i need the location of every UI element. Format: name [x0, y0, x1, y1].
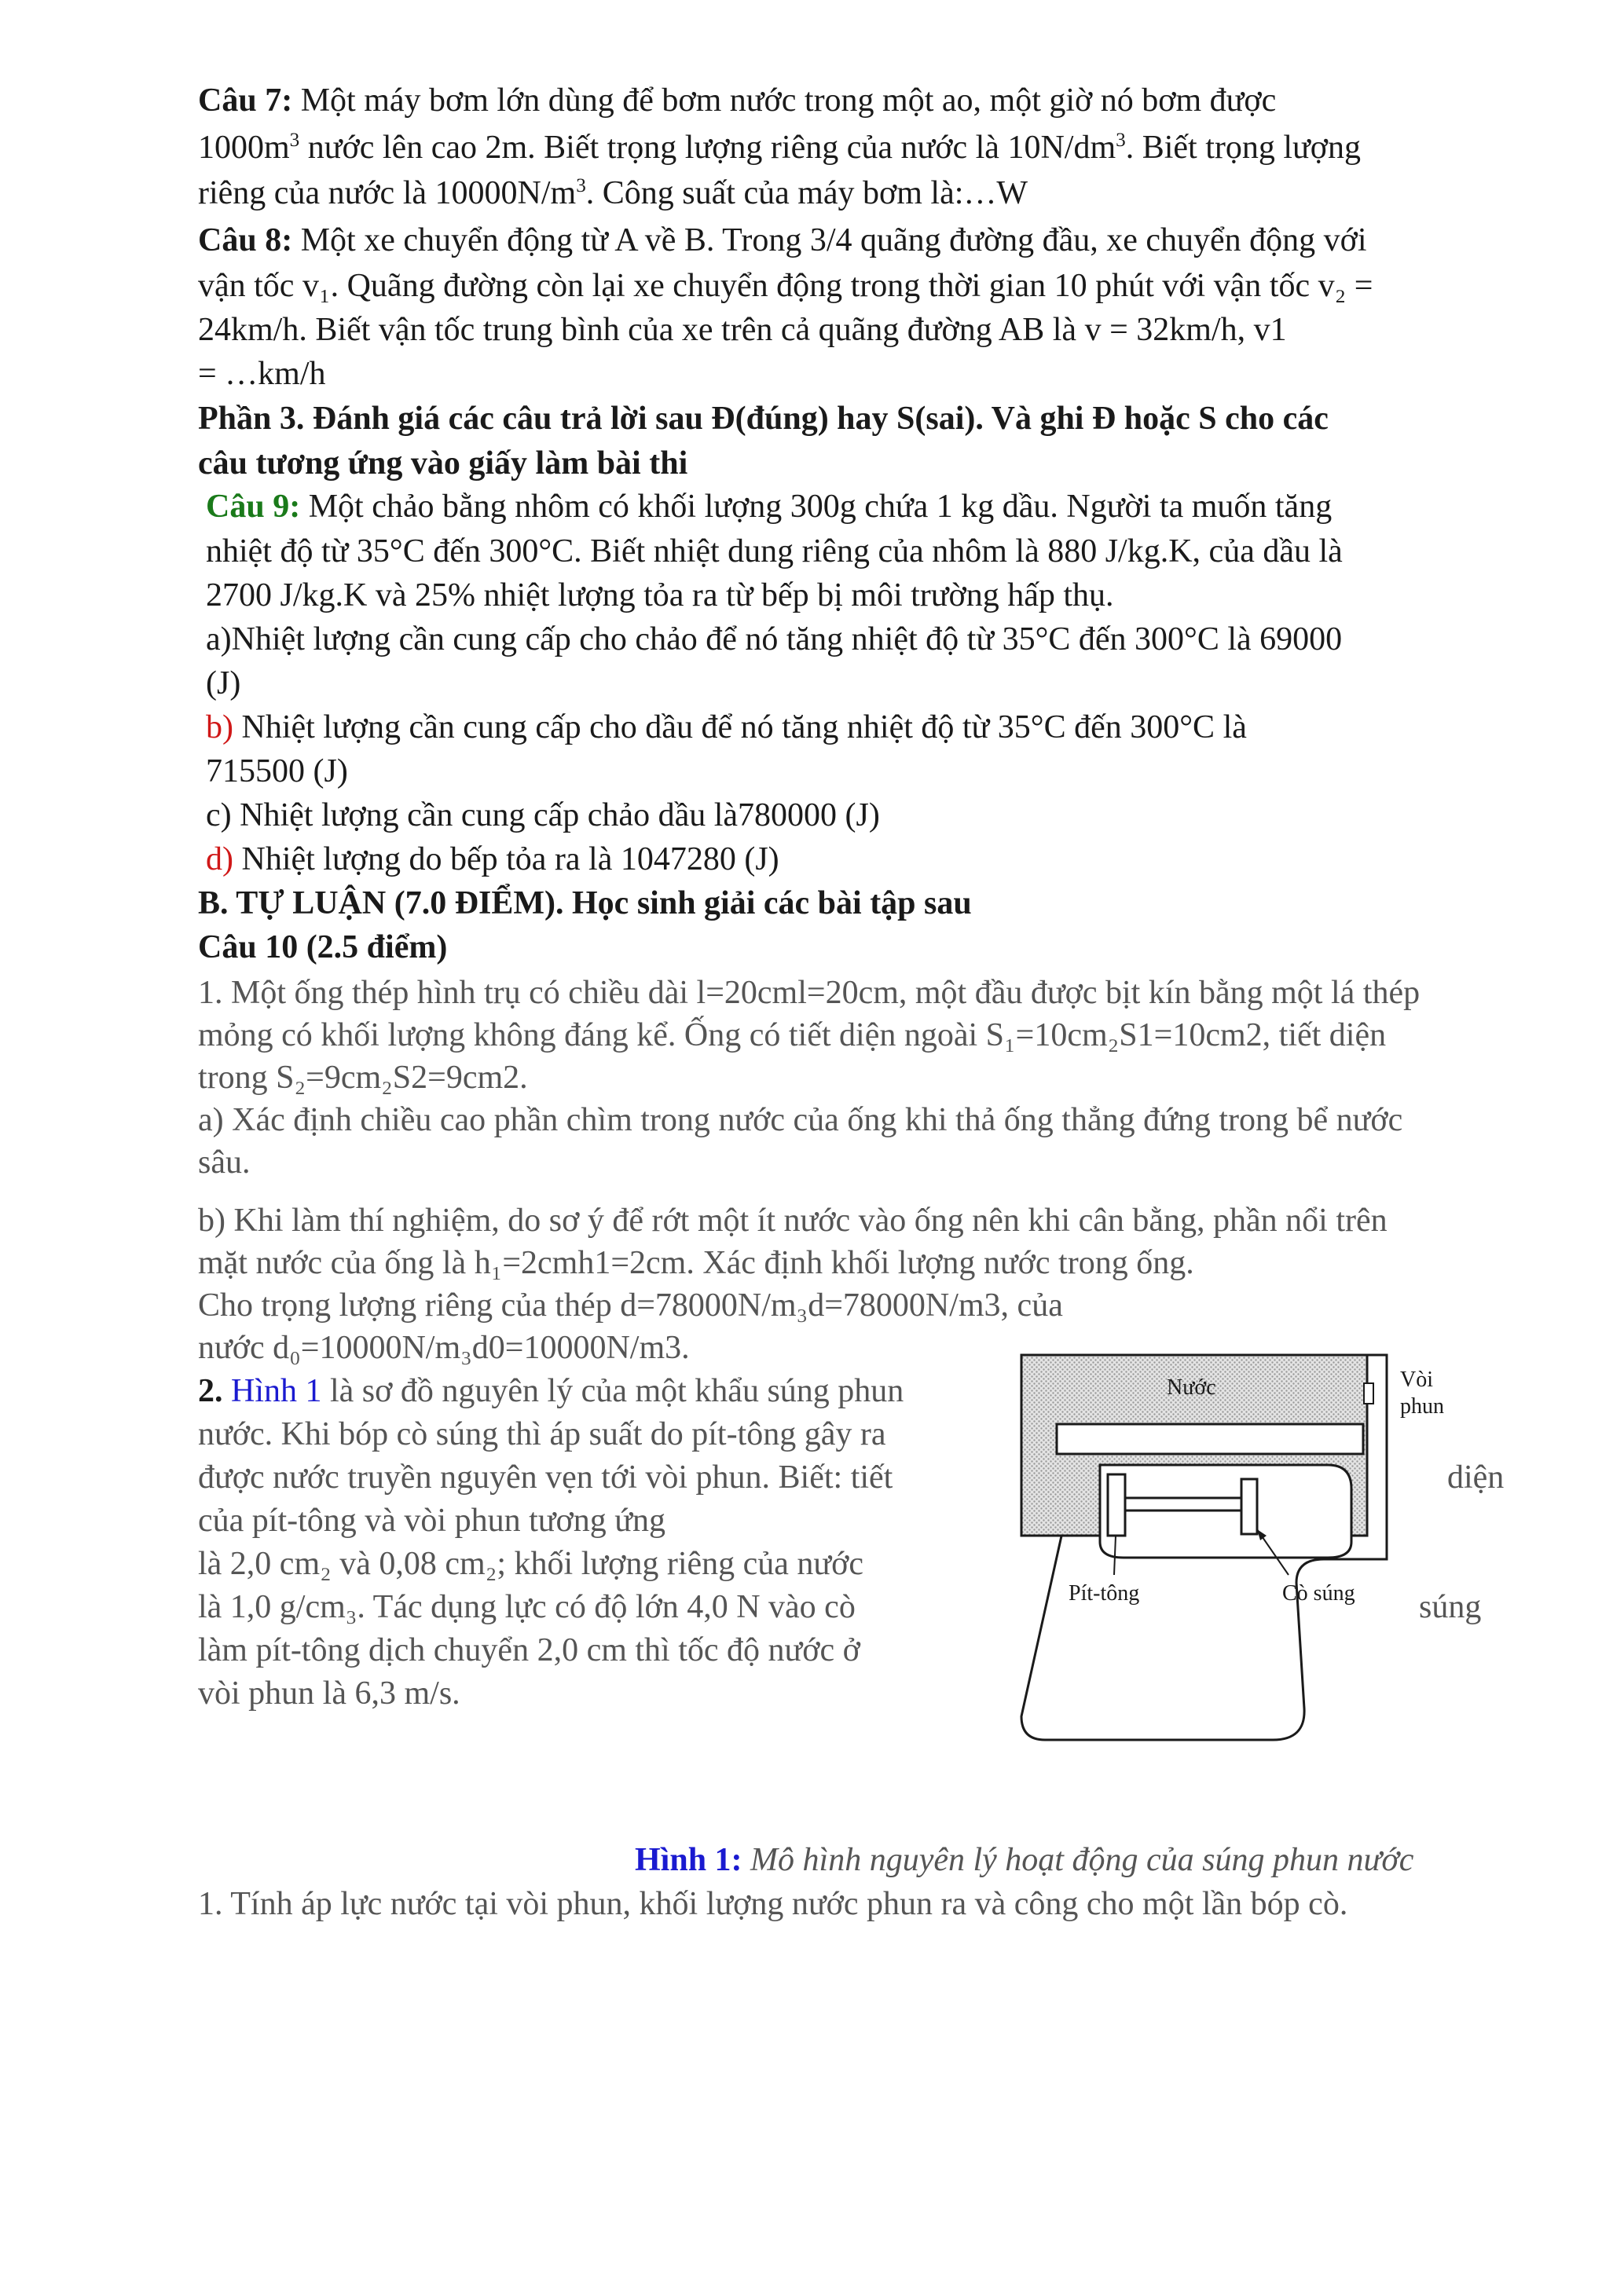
q9-option-a-1: a)Nhiệt lượng cần cung cấp cho chảo để nó tăng nhiệt độ từ 35°C đến 300°C là 69000	[206, 621, 1343, 657]
q9-option-d: d) Nhiệt lượng do bếp tỏa ra là 1047280 (J)	[206, 841, 779, 877]
figure-caption-label: Hình 1:	[635, 1842, 742, 1878]
section-b-heading: B. TỰ LUẬN (7.0 ĐIỂM). Học sinh giải các bài tập sau	[198, 885, 972, 921]
q9-option-b-label: b)	[206, 709, 233, 745]
q10-part2-line-3-right: diện	[1447, 1459, 1505, 1496]
nozzle-label-1: Vòi	[1400, 1368, 1433, 1392]
q10-title: Câu 10 (2.5 điểm)	[198, 929, 448, 965]
water-gun-diagram	[998, 1347, 1564, 1756]
q10-p3: trong S₂=9cm₂S2=9cm2.	[198, 1060, 528, 1096]
q10-part2-line-1: 2. Hình 1 là sơ đồ nguyên lý của một khẩu súng phun	[198, 1373, 904, 1409]
water-label: Nước	[1167, 1375, 1216, 1400]
piston-head	[1108, 1474, 1125, 1536]
piston-label: Pít-tông	[1069, 1581, 1140, 1606]
q7-line-2: $1000m^3$ nước lên cao 2m. Biết trọng lượng riêng của nước là $10N/dm^3$. Biết trọng lượng	[198, 130, 1361, 166]
q10-p1: 1. Một ống thép hình trụ có chiều dài l=20cml=20cm, một đầu được bịt kín bằng một lá thép	[198, 975, 1421, 1011]
q7-line-3: riêng của nước là $10000N/m^3$. Công suất của máy bơm là:…W	[198, 175, 1028, 211]
piston-rod	[1125, 1498, 1243, 1511]
trigger	[1241, 1479, 1257, 1534]
q10-pb-2: mặt nước của ống là h₁=2cmh1=2cm. Xác định khối lượng nước trong ống.	[198, 1245, 1194, 1281]
q9-option-b-2: 715500 (J)	[206, 753, 348, 789]
q10-part2-line-7: làm pít-tông dịch chuyển 2,0 cm thì tốc độ nước ở	[198, 1632, 860, 1668]
q9-label: Câu 9:	[206, 489, 301, 525]
part3-heading-1: Phần 3. Đánh giá các câu trả lời sau Đ(đúng) hay S(sai). Và ghi Đ hoặc S cho các	[198, 401, 1329, 437]
nozzle	[1364, 1383, 1373, 1404]
q10-part2-line-3: được nước truyền nguyên vẹn tới vòi phun. Biết: tiết	[198, 1459, 893, 1496]
q10-part2-line-5: là 2,0 cm₂ và 0,08 cm₂; khối lượng riêng của nước	[198, 1546, 864, 1582]
q8-line-4: = …km/h	[198, 356, 326, 392]
q10-p2: mỏng có khối lượng không đáng kể. Ống có tiết diện ngoài S₁=10cm₂S1=10cm2, tiết diện	[198, 1017, 1387, 1053]
q10-pa-1: a) Xác định chiều cao phần chìm trong nước của ống khi thả ống thẳng đứng trong bể nước	[198, 1102, 1403, 1138]
q9-option-d-label: d)	[206, 841, 233, 877]
q7-label: Câu 7:	[198, 82, 293, 119]
q8-label: Câu 8:	[198, 222, 293, 258]
q9-option-c: c) Nhiệt lượng cần cung cấp chảo dầu là780000 (J)	[206, 797, 880, 833]
q10-part2-line-6-right: súng	[1419, 1589, 1482, 1625]
trigger-label: Cò súng	[1282, 1581, 1355, 1606]
q10-part2-line-4: của pít-tông và vòi phun tương ứng	[198, 1503, 665, 1539]
q9-line-3: 2700 J/kg.K và 25% nhiệt lượng tỏa ra từ bếp bị môi trường hấp thụ.	[206, 577, 1114, 613]
water-channel	[1057, 1424, 1363, 1454]
part3-heading-2: câu tương ứng vào giấy làm bài thi	[198, 445, 688, 482]
q10-figure-reference: Hình 1	[222, 1373, 322, 1409]
q10-pb-4: nước d₀=10000N/m₃d0=10000N/m3.	[198, 1330, 690, 1366]
q9-line-1: Câu 9: Một chảo bằng nhôm có khối lượng 300g chứa 1 kg dầu. Người ta muốn tăng	[206, 489, 1333, 525]
q10-part2-line-6: là 1,0 g/cm₃. Tác dụng lực có độ lớn 4,0 N vào cò	[198, 1589, 856, 1625]
q10-task-1: 1. Tính áp lực nước tại vòi phun, khối lượng nước phun ra và công cho một lần bóp cò.	[198, 1886, 1348, 1922]
figure-caption: Hình 1: Mô hình nguyên lý hoạt động của súng phun nước	[635, 1842, 1414, 1878]
nozzle-label-2: phun	[1400, 1394, 1444, 1419]
q7-line-1: Câu 7: Một máy bơm lớn dùng để bơm nước trong một ao, một giờ nó bơm được	[198, 82, 1277, 119]
q10-pa-2: sâu.	[198, 1144, 251, 1181]
q10-pb-3: Cho trọng lượng riêng của thép d=78000N/m₃d=78000N/m3, của	[198, 1287, 1063, 1324]
q8-line-3: 24km/h. Biết vận tốc trung bình của xe trên cả quãng đường AB là v = 32km/h, v1	[198, 312, 1287, 348]
q10-part2-line-8: vòi phun là 6,3 m/s.	[198, 1675, 460, 1712]
q10-part2-number: 2.	[198, 1373, 223, 1409]
q9-option-a-2: (J)	[206, 665, 241, 701]
q9-line-2: nhiệt độ từ 35°C đến 300°C. Biết nhiệt dung riêng của nhôm là 880 J/kg.K, của dầu là	[206, 533, 1343, 569]
q8-line-1: Câu 8: Một xe chuyển động từ A về B. Trong 3/4 quãng đường đầu, xe chuyển động với	[198, 222, 1367, 258]
q10-pb-1: b) Khi làm thí nghiệm, do sơ ý để rớt một ít nước vào ống nên khi cân bằng, phần nổi trên	[198, 1203, 1388, 1239]
q9-option-b-1: b) Nhiệt lượng cần cung cấp cho dầu để nó tăng nhiệt độ từ 35°C đến 300°C là	[206, 709, 1247, 745]
q10-part2-line-2: nước. Khi bóp cò súng thì áp suất do pít-tông gây ra	[198, 1416, 886, 1452]
q8-line-2: vận tốc v₁. Quãng đường còn lại xe chuyển động trong thời gian 10 phút với vận tốc v₂ =	[198, 268, 1373, 304]
